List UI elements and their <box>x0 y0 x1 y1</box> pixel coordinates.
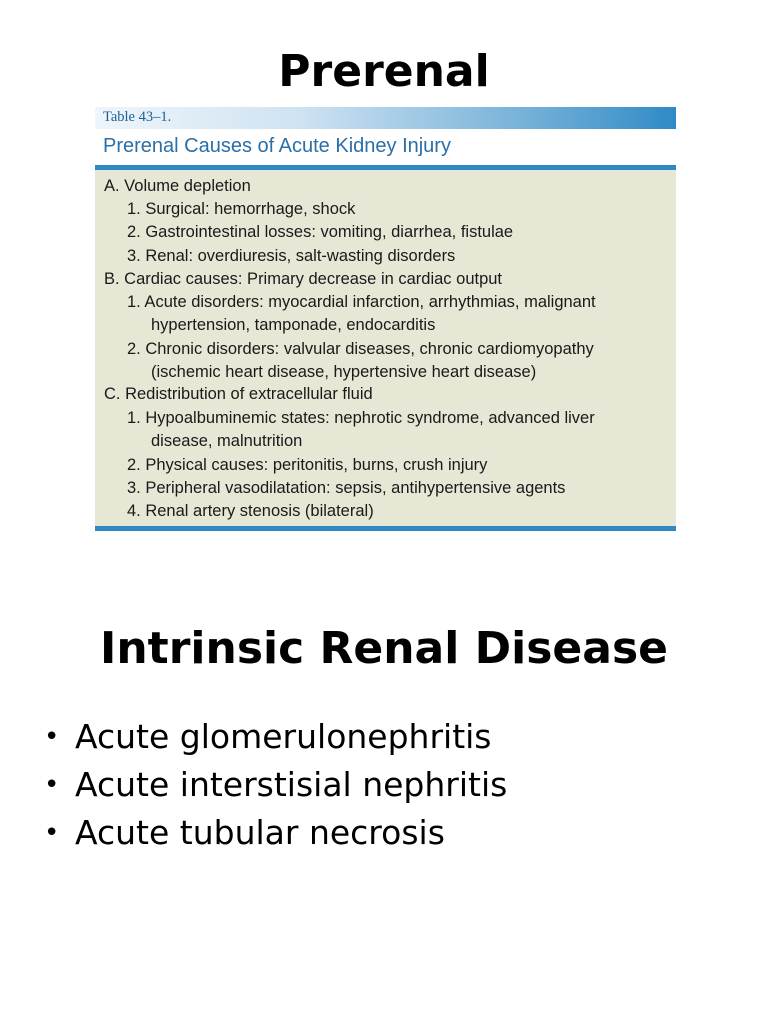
table-line: 4. Renal artery stenosis (bilateral) <box>127 502 374 520</box>
table-line: 2. Physical causes: peritonitis, burns, crush injury <box>127 456 488 474</box>
list-item-text: Acute interstisial nephritis <box>75 765 508 804</box>
table-line: 1. Acute disorders: myocardial infarction, arrhythmias, malignant <box>127 293 596 311</box>
table-line: 2. Chronic disorders: valvular diseases, chronic cardiomyopathy <box>127 340 594 358</box>
list-item <box>44 713 507 761</box>
table-number-bar <box>95 107 676 129</box>
table-line: 3. Renal: overdiuresis, salt-wasting disorders <box>127 247 456 265</box>
bullet-list <box>44 713 507 857</box>
bullet-icon: • <box>44 818 60 848</box>
table-line: 1. Surgical: hemorrhage, shock <box>127 200 356 218</box>
list-item-text: Acute tubular necrosis <box>75 813 445 852</box>
table-line: A. Volume depletion <box>104 177 251 195</box>
table-caption: Prerenal Causes of Acute Kidney Injury <box>103 135 451 157</box>
table-line: C. Redistribution of extracellular fluid <box>104 385 373 403</box>
bullet-icon: • <box>44 770 60 800</box>
table-body <box>95 170 676 526</box>
slide-title-intrinsic: Intrinsic Renal Disease <box>99 623 668 674</box>
table-line: 3. Peripheral vasodilatation: sepsis, antihypertensive agents <box>127 479 566 497</box>
bullet-icon: • <box>44 722 60 752</box>
table-line: B. Cardiac causes: Primary decrease in cardiac output <box>104 270 503 288</box>
table-bottom-rule <box>95 526 676 531</box>
list-item <box>44 809 507 857</box>
table-line: (ischemic heart disease, hypertensive heart disease) <box>151 363 537 381</box>
table-line: hypertension, tamponade, endocarditis <box>151 316 436 334</box>
slide-title-prerenal: Prerenal <box>278 46 490 97</box>
prerenal-causes-table <box>95 107 676 531</box>
list-item-text: Acute glomerulonephritis <box>75 717 492 756</box>
table-number: Table 43–1. <box>103 109 172 125</box>
table-line: 2. Gastrointestinal losses: vomiting, diarrhea, fistulae <box>127 223 514 241</box>
table-line: disease, malnutrition <box>151 432 303 450</box>
list-item <box>44 761 507 809</box>
table-line: 1. Hypoalbuminemic states: nephrotic syndrome, advanced liver <box>127 409 595 427</box>
